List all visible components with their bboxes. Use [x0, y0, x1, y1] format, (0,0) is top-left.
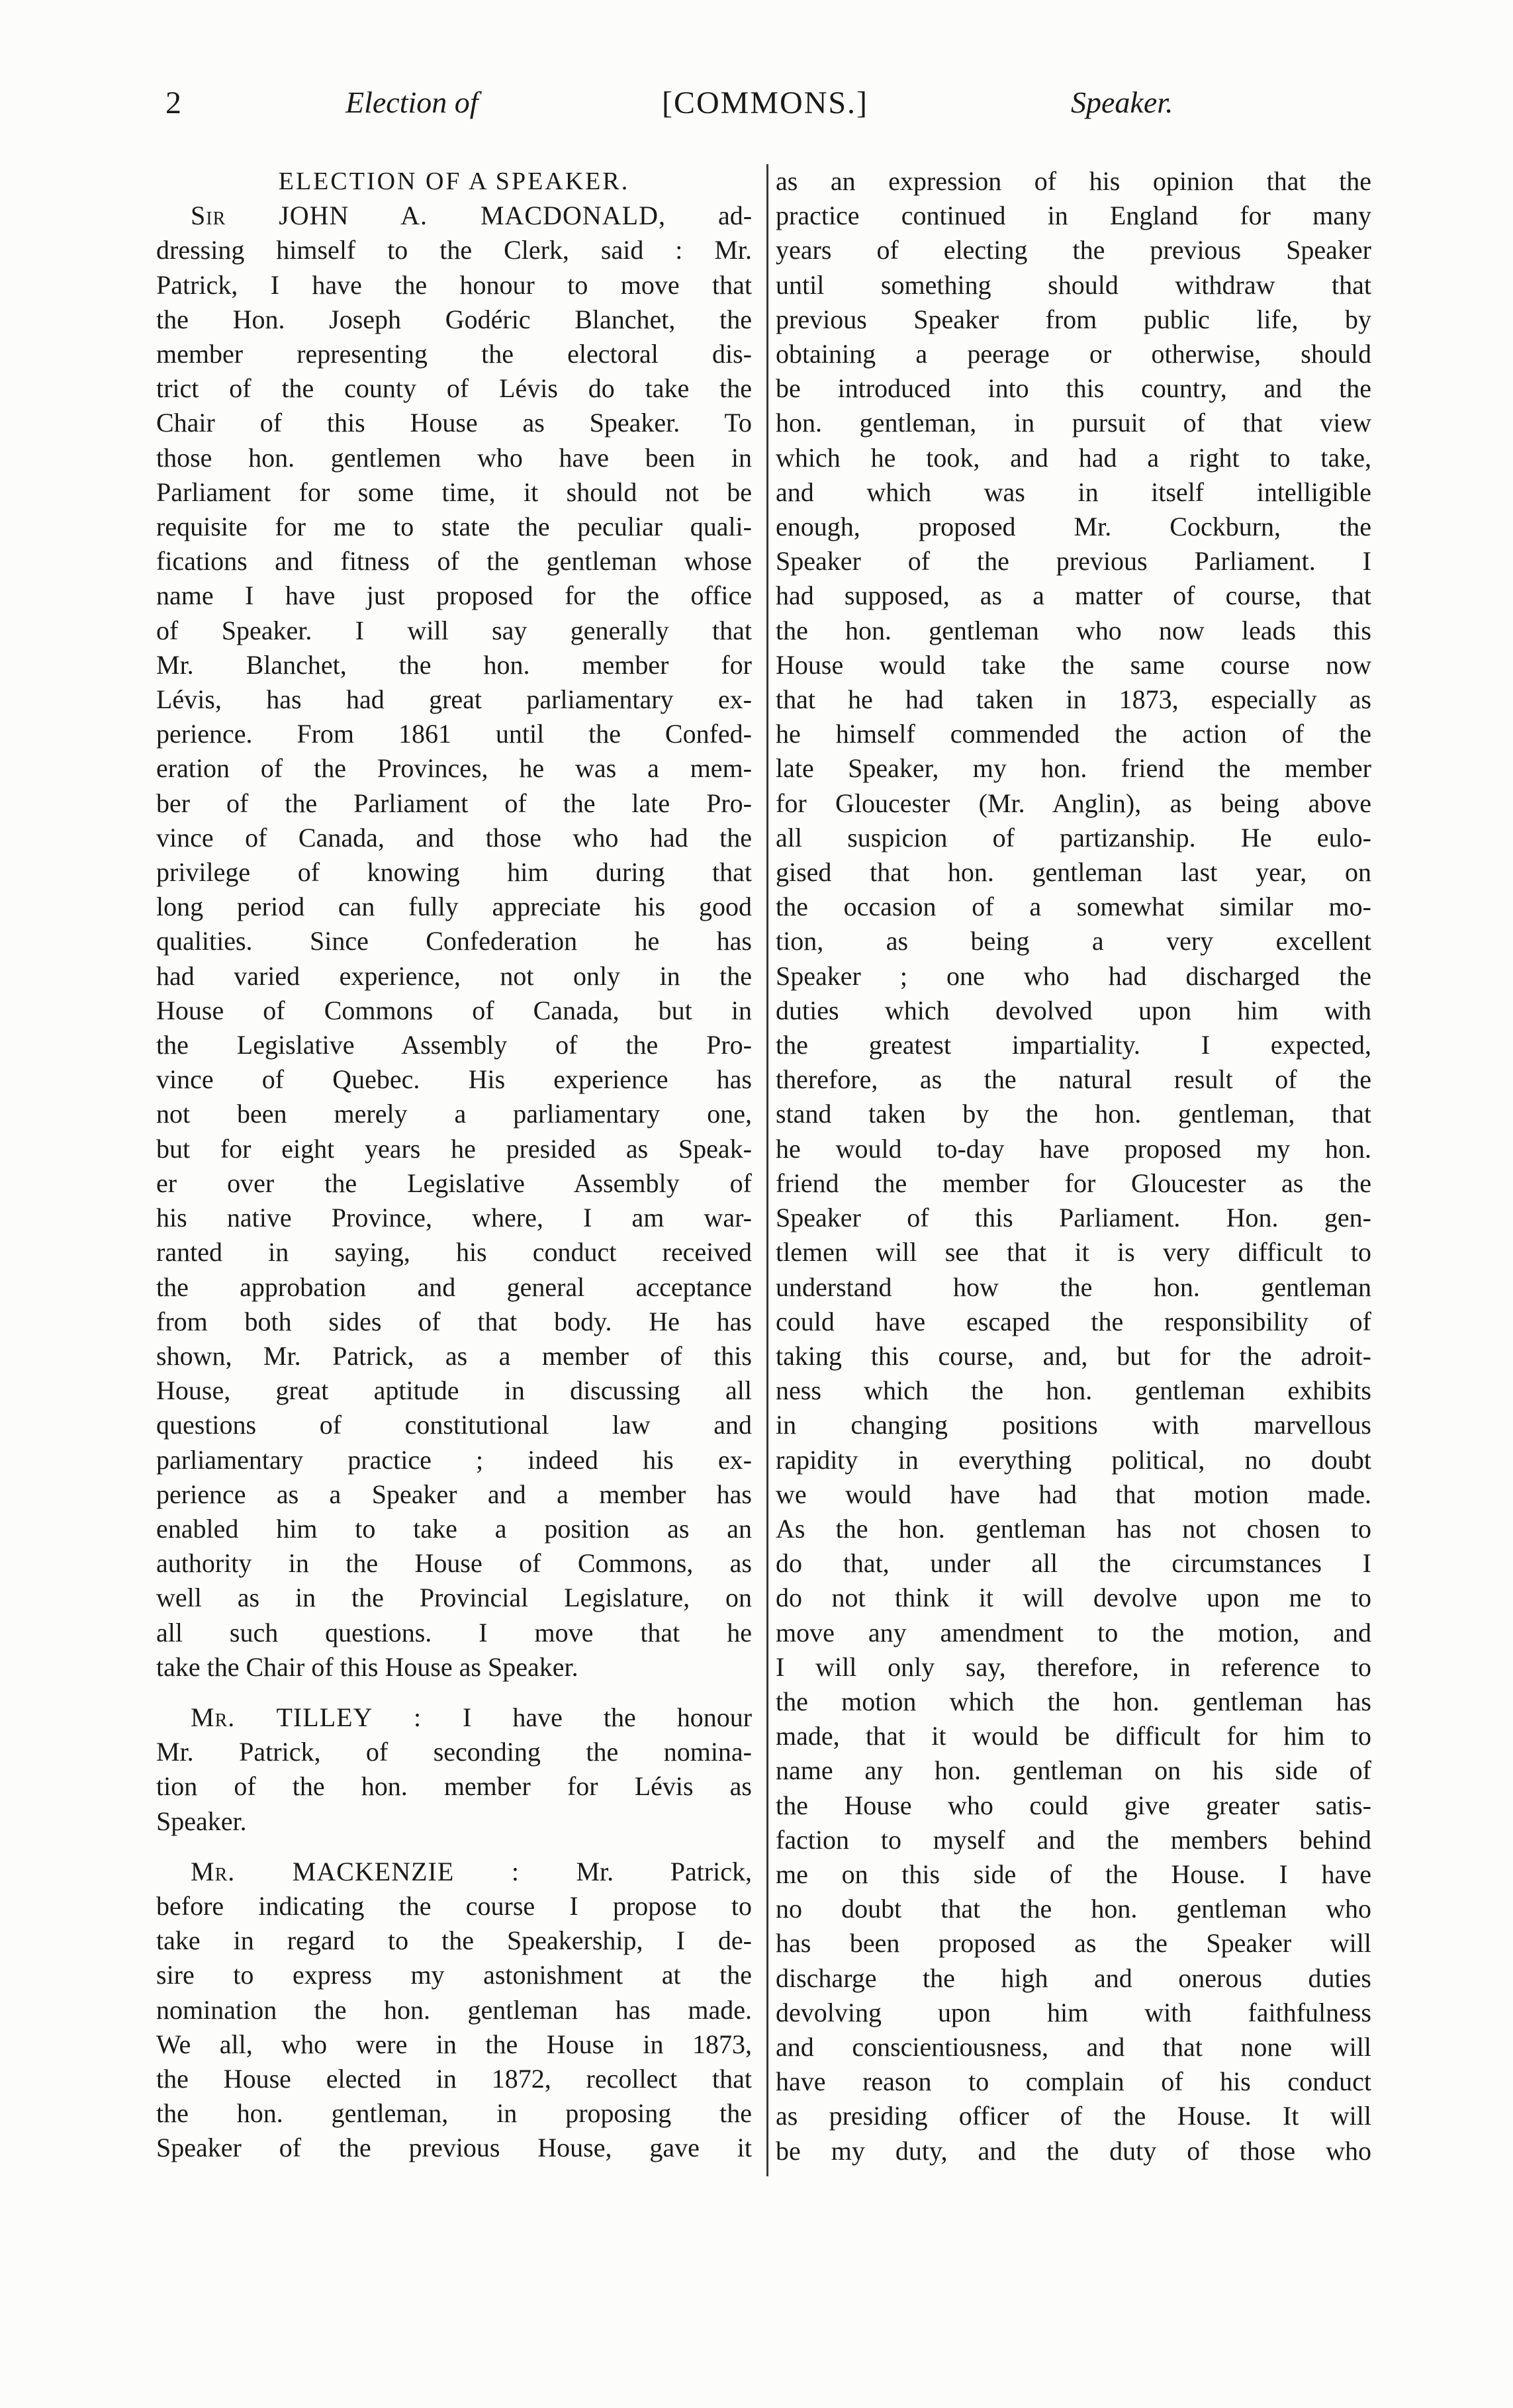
text-line: stand taken by the hon. gentleman, that: [776, 1099, 1371, 1129]
text-line: faction to myself and the members behind: [776, 1824, 1371, 1855]
text-line: enabled him to take a position as an: [156, 1513, 752, 1544]
text-line: perience. From 1861 until the Confed-: [156, 719, 752, 749]
running-head-right: Speaker.: [1071, 85, 1173, 119]
text-line: Speaker of the previous Parliament. I: [776, 546, 1371, 577]
text-line: do that, under all the circumstances I: [776, 1548, 1371, 1579]
text-line: Patrick, I have the honour to move that: [156, 269, 752, 300]
text-line: all suspicion of partizanship. He eulo-: [776, 822, 1371, 853]
text-line: enough, proposed Mr. Cockburn, the: [776, 512, 1371, 542]
text-line: years of electing the previous Speaker: [776, 235, 1371, 265]
text-line: the hon. gentleman who now leads this: [776, 615, 1371, 645]
text-line: the House who could give greater satis-: [776, 1790, 1371, 1820]
text-line: the approbation and general acceptance: [156, 1272, 752, 1302]
text-line: late Speaker, my hon. friend the member: [776, 753, 1371, 784]
text-line: that he had taken in 1873, especially as: [776, 684, 1371, 715]
text-line: for Gloucester (Mr. Anglin), as being above: [776, 788, 1371, 818]
paragraph-tilley: [156, 1735, 752, 1839]
text-line: those hon. gentlemen who have been in: [156, 442, 752, 473]
text-line: authority in the House of Commons, as: [156, 1548, 752, 1579]
text-line: Speaker of the previous House, gave it: [156, 2133, 752, 2163]
text-line: no doubt that the hon. gentleman who: [776, 1894, 1371, 1924]
running-head-left: Election of: [345, 85, 479, 119]
text-line: he would to-day have proposed my hon.: [776, 1133, 1371, 1164]
text-line: be introduced into this country, and the: [776, 373, 1371, 404]
text-line: we would have had that motion made.: [776, 1479, 1371, 1509]
text-line: of Speaker. I will say generally that: [156, 615, 752, 645]
text-line: privilege of knowing him during that: [156, 857, 752, 888]
text-line: he himself commended the action of the: [776, 719, 1371, 749]
text-line: Speaker.: [156, 1806, 247, 1836]
text-line: do not think it will devolve upon me to: [776, 1583, 1371, 1613]
text-line: trict of the county of Lévis do take the: [156, 373, 752, 404]
text-line: practice continued in England for many: [776, 201, 1371, 231]
text-line: rapidity in everything political, no doubt: [776, 1444, 1371, 1475]
text-line: member representing the electoral dis-: [156, 339, 752, 369]
running-head-center: [COMMONS.]: [662, 85, 869, 120]
text-line: have reason to complain of his conduct: [776, 2066, 1371, 2097]
speaker-name: Mr. MACKENZIE :: [191, 1856, 520, 1886]
text-line: could have escaped the responsibility of: [776, 1306, 1371, 1336]
paragraph-first-line: Mr. MACKENZIE : Mr. Patrick,: [191, 1856, 752, 1886]
text-line: had varied experience, not only in the: [156, 960, 752, 991]
text-line: sire to express my astonishment at the: [156, 1960, 752, 1990]
text-line: er over the Legislative Assembly of: [156, 1168, 752, 1198]
text-line: devolving upon him with faithfulness: [776, 1997, 1371, 2027]
text-line: taking this course, and, but for the adroit-: [776, 1340, 1371, 1371]
right-column: [776, 164, 1371, 2168]
text-line: I will only say, therefore, in reference to: [776, 1651, 1371, 1682]
text-line: move any amendment to the motion, and: [776, 1617, 1371, 1647]
text-line: discharge the high and onerous duties: [776, 1963, 1371, 1993]
text-line: House of Commons of Canada, but in: [156, 995, 752, 1025]
speaker-name: Mr. TILLEY :: [191, 1702, 422, 1732]
text-line: vince of Canada, and those who had the: [156, 822, 752, 853]
text-line: House, great aptitude in discussing all: [156, 1375, 752, 1406]
paragraph-first-line: Mr. TILLEY : I have the honour: [191, 1702, 753, 1732]
text-line: Chair of this House as Speaker. To: [156, 408, 752, 438]
text-line: ber of the Parliament of the late Pro-: [156, 788, 752, 818]
text-line: requisite for me to state the peculiar quali-: [156, 512, 752, 542]
text-line: had supposed, as a matter of course, that: [776, 580, 1371, 611]
text-line: the occasion of a somewhat similar mo-: [776, 892, 1371, 922]
text-line: and conscientiousness, and that none will: [776, 2031, 1371, 2062]
text-line: vince of Quebec. His experience has: [156, 1064, 752, 1095]
text-line: ness which the hon. gentleman exhibits: [776, 1375, 1371, 1406]
text-line: but for eight years he presided as Speak-: [156, 1133, 752, 1164]
text-line: the Legislative Assembly of the Pro-: [156, 1030, 752, 1060]
text-line: well as in the Provincial Legislature, on: [156, 1583, 752, 1613]
text-line: friend the member for Gloucester as the: [776, 1168, 1371, 1198]
text-line: made, that it would be difficult for him to: [776, 1721, 1371, 1751]
text-line: previous Speaker from public life, by: [776, 304, 1371, 334]
text-line: tlemen will see that it is very difficult to: [776, 1237, 1371, 1268]
text-line: House would take the same course now: [776, 649, 1371, 680]
text-line: the greatest impartiality. I expected,: [776, 1030, 1371, 1060]
text-line: Mr. Patrick, of seconding the nomina-: [156, 1737, 752, 1767]
paragraph-mackenzie: [156, 1889, 752, 2166]
text-line: parliamentary practice ; indeed his ex-: [156, 1444, 752, 1475]
text-line: take the Chair of this House as Speaker.: [156, 1651, 578, 1682]
text-line: eration of the Provinces, he was a mem-: [156, 753, 752, 784]
text-line: the House elected in 1872, recollect that: [156, 2063, 752, 2094]
text-line: before indicating the course I propose to: [156, 1890, 752, 1921]
text-line: hon. gentleman, in pursuit of that view: [776, 408, 1371, 438]
text-line: perience as a Speaker and a member has: [156, 1479, 752, 1509]
text-line: name any hon. gentleman on his side of: [776, 1755, 1371, 1786]
text-line: obtaining a peerage or otherwise, should: [776, 339, 1371, 369]
text-line: As the hon. gentleman has not chosen to: [776, 1513, 1371, 1544]
text-line: tion of the hon. member for Lévis as: [156, 1771, 752, 1802]
text-line: understand how the hon. gentleman: [776, 1272, 1371, 1302]
text-line: name I have just proposed for the office: [156, 580, 752, 611]
text-line: his native Province, where, I am war-: [156, 1203, 752, 1233]
text-line: dressing himself to the Clerk, said : Mr.: [156, 235, 752, 265]
text-line: which he took, and had a right to take,: [776, 442, 1371, 473]
column-divider: [766, 164, 768, 2176]
text-line: as presiding officer of the House. It will: [776, 2101, 1371, 2131]
text-line: the hon. gentleman, in proposing the: [156, 2098, 752, 2129]
text-line: shown, Mr. Patrick, as a member of this: [156, 1340, 752, 1371]
text-line: tion, as being a very excellent: [776, 926, 1371, 956]
text-line: in changing positions with marvellous: [776, 1410, 1371, 1440]
text-line: Mr. Blanchet, the hon. member for: [156, 649, 752, 680]
text-line: take in regard to the Speakership, I de-: [156, 1925, 752, 1956]
text-line: the motion which the hon. gentleman has: [776, 1686, 1371, 1716]
left-column: [156, 164, 752, 2166]
text-line: duties which devolved upon him with: [776, 995, 1371, 1025]
section-heading: ELECTION OF A SPEAKER.: [278, 167, 630, 195]
text-line: ranted in saying, his conduct received: [156, 1237, 752, 1268]
text-line: me on this side of the House. I have: [776, 1859, 1371, 1889]
page-number: 2: [165, 85, 181, 120]
text-line: We all, who were in the House in 1873,: [156, 2029, 752, 2059]
text-line: long period can fully appreciate his good: [156, 892, 752, 922]
text-line: as an expression of his opinion that the: [776, 166, 1371, 196]
text-line: Lévis, has had great parliamentary ex-: [156, 684, 752, 715]
paragraph-macdonald: [156, 233, 752, 1685]
text-line: and which was in itself intelligible: [776, 477, 1371, 507]
text-line: not been merely a parliamentary one,: [156, 1099, 752, 1129]
text-line: Parliament for some time, it should not be: [156, 477, 752, 507]
running-header: [0, 85, 1513, 144]
text-line: be my duty, and the duty of those who: [776, 2135, 1371, 2166]
text-line: Speaker of this Parliament. Hon. gen-: [776, 1203, 1371, 1233]
text-line: fications and fitness of the gentleman whose: [156, 546, 752, 577]
text-line: questions of constitutional law and: [156, 1410, 752, 1440]
text-line: has been proposed as the Speaker will: [776, 1928, 1371, 1959]
text-line: qualities. Since Confederation he has: [156, 926, 752, 956]
text-line: the Hon. Joseph Godéric Blanchet, the: [156, 304, 752, 334]
text-line: all such questions. I move that he: [156, 1617, 752, 1647]
text-line: Speaker ; one who had discharged the: [776, 960, 1371, 991]
text-line: from both sides of that body. He has: [156, 1306, 752, 1336]
text-line: gised that hon. gentleman last year, on: [776, 857, 1371, 888]
text-line: until something should withdraw that: [776, 269, 1371, 300]
text-line: therefore, as the natural result of the: [776, 1064, 1371, 1095]
speaker-name: Sir JOHN A. MACDONALD,: [191, 201, 666, 231]
paragraph-first-line: Sir JOHN A. MACDONALD, ad-: [191, 201, 753, 231]
text-line: nomination the hon. gentleman has made.: [156, 1994, 752, 2025]
